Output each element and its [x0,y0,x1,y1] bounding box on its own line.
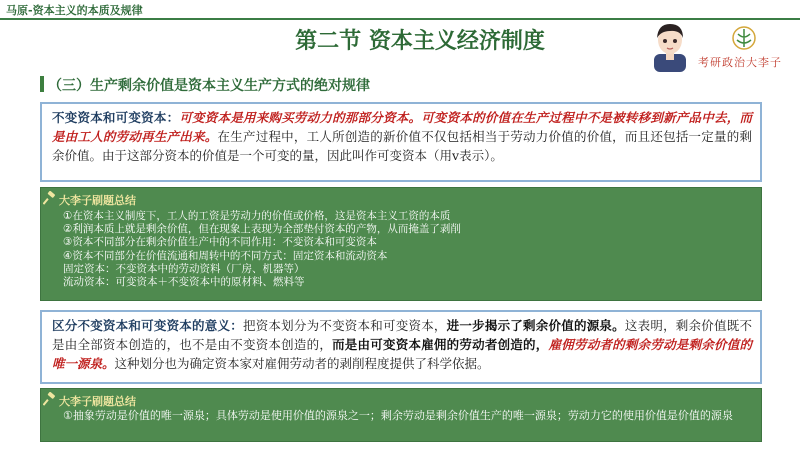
term-label: 不变资本和可变资本： [52,110,180,125]
summary-box-2 [40,388,762,442]
summary-lines [63,210,753,289]
avatar-illustration [648,20,692,72]
red-emphasis: 雇佣劳动者的剩余劳动是剩余价值的唯一源泉。 [52,337,752,371]
top-bar [0,0,800,20]
summary-line: ④资本不同部分在价值流通和周转中的不同方式：固定资本和流动资本 [63,249,388,262]
body-text: 这种划分也为确定资本家对雇佣劳动者的剥削程度提供了科学依据。 [114,356,490,371]
subtitle-marker [40,76,44,92]
summary-line: 流动资本：可变资本＋不变资本中的原材料、燃料等 [63,276,305,289]
summary-heading: 大李子刷题总结 [59,194,136,207]
significance-box [40,310,762,384]
body-text: 这表明，剩余价值既不是由全部资本创造的，也不是由不变资本创造的， [52,318,752,352]
summary-line: 固定资本：不变资本中的劳动资料（厂房、机器等） [63,262,305,275]
term-label: 区分不变资本和可变资本的意义： [52,318,243,333]
summary-line: ②利润本质上就是剩余价值，但在现象上表现为全部垫付资本的产物，从而掩盖了剥削 [63,223,461,236]
summary-heading: 大李子刷题总结 [59,395,136,408]
bold-emphasis-1: 进一步揭示了剩余价值的源泉。 [446,318,625,333]
definition-box-variable-capital [40,102,762,182]
summary-lines [63,409,753,422]
definition-paragraph [52,108,752,165]
summary-line: ①在资本主义制度下，工人的工资是劳动力的价值或价格，这是资本主义工资的本质 [63,210,451,222]
significance-paragraph [52,316,752,373]
course-label: 马原-资本主义的本质及规律 [6,4,143,17]
gavel-icon [43,191,57,205]
logo-text: 考研政治大李子 [698,56,782,69]
summary-line: ①抽象劳动是价值的唯一源泉；具体劳动是使用价值的源泉之一；剩余劳动是剩余价值生产的唯一源泉；劳动力它的使用价值是价值的源泉 [63,409,733,422]
gavel-icon [43,392,57,406]
red-emphasis-2: 可变资本的价值在生产过程中不是被转移到新产品中去，而是由工人的劳动再生产出来。 [52,110,752,144]
section-subtitle [40,73,740,95]
page-title: 第二节 资本主义经济制度 [295,28,545,54]
subtitle-text: （三）生产剩余价值是资本主义生产方式的绝对规律 [48,78,370,94]
bold-emphasis-2: 而是由可变资本雇佣的劳动者创造的， [332,337,549,352]
red-emphasis-1: 可变资本是用来购买劳动力的那部分资本。 [179,110,422,125]
summary-box-1 [40,187,762,301]
summary-line: ③资本不同部分在剩余价值生产中的不同作用：不变资本和可变资本 [63,236,377,249]
body-text: 把资本划分为不变资本和可变资本， [242,318,447,333]
body-text: 在生产过程中，工人所创造的新价值不仅包括相当于劳动力价值的价值，而且还包括一定量的剩余价值。由于这部分资本的价值是一个可变的量，因此叫作可变资本（用v表示）。 [52,129,752,163]
